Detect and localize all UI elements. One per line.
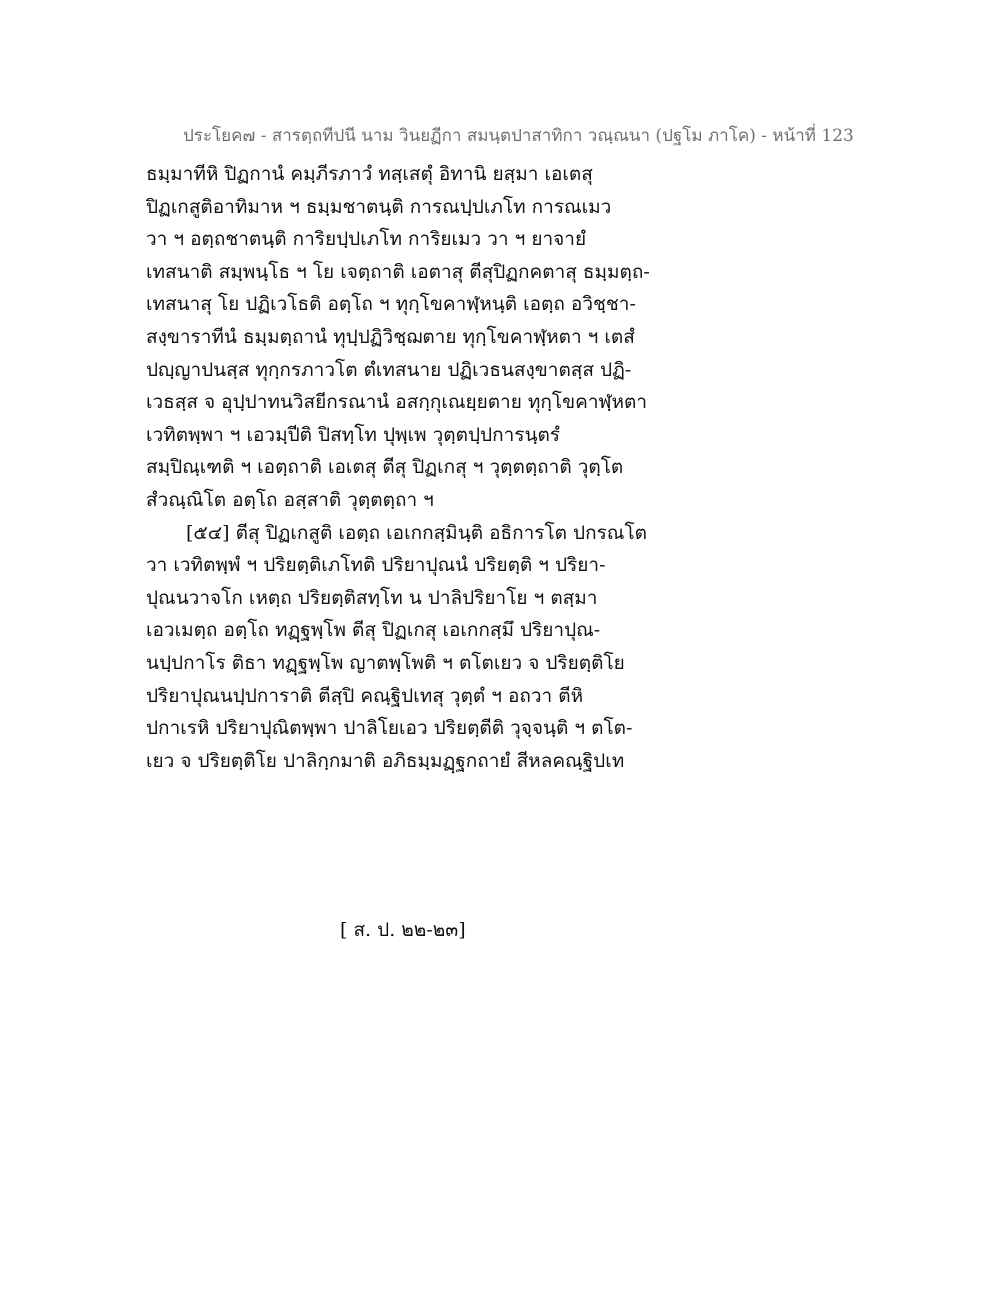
text-line: วา ฯ อตฺถชาตนฺติ การิยปฺปเภโท การิยเมว วา ฯ ยาจายํ bbox=[146, 228, 587, 251]
text-line: เทสนาติ สมฺพนฺโธ ฯ โย เจตฺถาติ เอตาสุ ตีสุปิฏกคตาสุ ธมฺมตฺถ- bbox=[146, 260, 650, 283]
source-reference: [ ส. ป. ๒๒-๒๓] bbox=[340, 919, 466, 941]
text-line: ปญฺญาปนสฺส ทุกฺกรภาวโต ตํเทสนาย ปฏิเวธนสงฺขาตสฺส ปฏิ- bbox=[146, 358, 632, 381]
text-line: เยว จ ปริยตฺติโย ปาลิกฺกมาติ อภิธมฺมฏฺฐกถายํ สีหลคณฺฐิปเท bbox=[146, 749, 625, 772]
text-line: เอวเมตฺถ อตฺโถ ทฏฺฐพฺโพ ตีสุ ปิฏเกสุ เอเกกสฺมึ ปริยาปุณ- bbox=[146, 619, 601, 642]
text-line: เวทิตพฺพา ฯ เอวมฺปีติ ปิสทฺโท ปุพฺเพ วุตฺตปฺปการนฺตรํ bbox=[146, 423, 561, 446]
text-line: ปุณนวาจโก เหตฺถ ปริยตฺติสทฺโท น ปาลิปริยาโย ฯ ตสฺมา bbox=[146, 586, 598, 609]
text-line: เทสนาสุ โย ปฏิเวโธติ อตฺโถ ฯ ทุกฺโขคาฬฺหนฺติ เอตฺถ อวิชฺชา- bbox=[146, 293, 636, 316]
text-line: ปกาเรหิ ปริยาปุณิตพฺพา ปาลิโยเอว ปริยตฺตีติ วุจฺจนฺติ ฯ ตโต- bbox=[146, 717, 633, 740]
text-line: ปิฏเกสูติอาทิมาห ฯ ธมฺมชาตนฺติ การณปฺปเภโท การณเมว bbox=[146, 195, 612, 218]
text-line: เวธสฺส จ อุปฺปาทนวิสยีกรณานํ อสกฺกุเณยฺยตาย ทุกฺโขคาฬฺหตา bbox=[146, 391, 648, 414]
text-line: สํวณฺณิโต อตฺโถ อสฺสาติ วุตฺตตฺถา ฯ bbox=[146, 488, 434, 511]
main-text-block bbox=[146, 158, 706, 777]
running-header: ประโยค๗ - สารตฺถทีปนี นาม วินยฏีกา สมนฺตปาสาทิกา วณฺณนา (ปฐโม ภาโค) - หน้าที่ 123 bbox=[183, 126, 854, 146]
text-line: สงฺขาราทีนํ ธมฺมตฺถานํ ทุปฺปฏิวิชฺฌตาย ทุกฺโขคาฬฺหตา ฯ เตสํ bbox=[146, 325, 635, 348]
text-line: นปฺปกาโร ติธา ทฏฺฐพฺโพ ญาตพฺโพติ ฯ ตโตเยว จ ปริยตฺติโย bbox=[146, 651, 625, 674]
text-line: สมฺปิณฺเฑติ ฯ เอตฺถาติ เอเตสุ ตีสุ ปิฏเกสุ ฯ วุตฺตตฺถาติ วุตฺโต bbox=[146, 456, 624, 479]
paragraph-start-line: [๕๔] ตีสุ ปิฏเกสูติ เอตฺถ เอเกกสฺมินฺติ อธิการโต ปกรณโต bbox=[186, 521, 647, 544]
text-line: วา เวทิตพฺพํ ฯ ปริยตฺติเภโทติ ปริยาปุณนํ ปริยตฺติ ฯ ปริยา- bbox=[146, 554, 606, 577]
text-line: ปริยาปุณนปฺปการาติ ตีสฺปิ คณฺฐิปเทสุ วุตฺตํ ฯ อถวา ตีหิ bbox=[146, 684, 584, 707]
text-line: ธมฺมาทีหิ ปิฏกานํ คมฺภีรภาวํ ทสฺเสตุํ อิทานิ ยสฺมา เอเตสุ bbox=[146, 163, 593, 185]
